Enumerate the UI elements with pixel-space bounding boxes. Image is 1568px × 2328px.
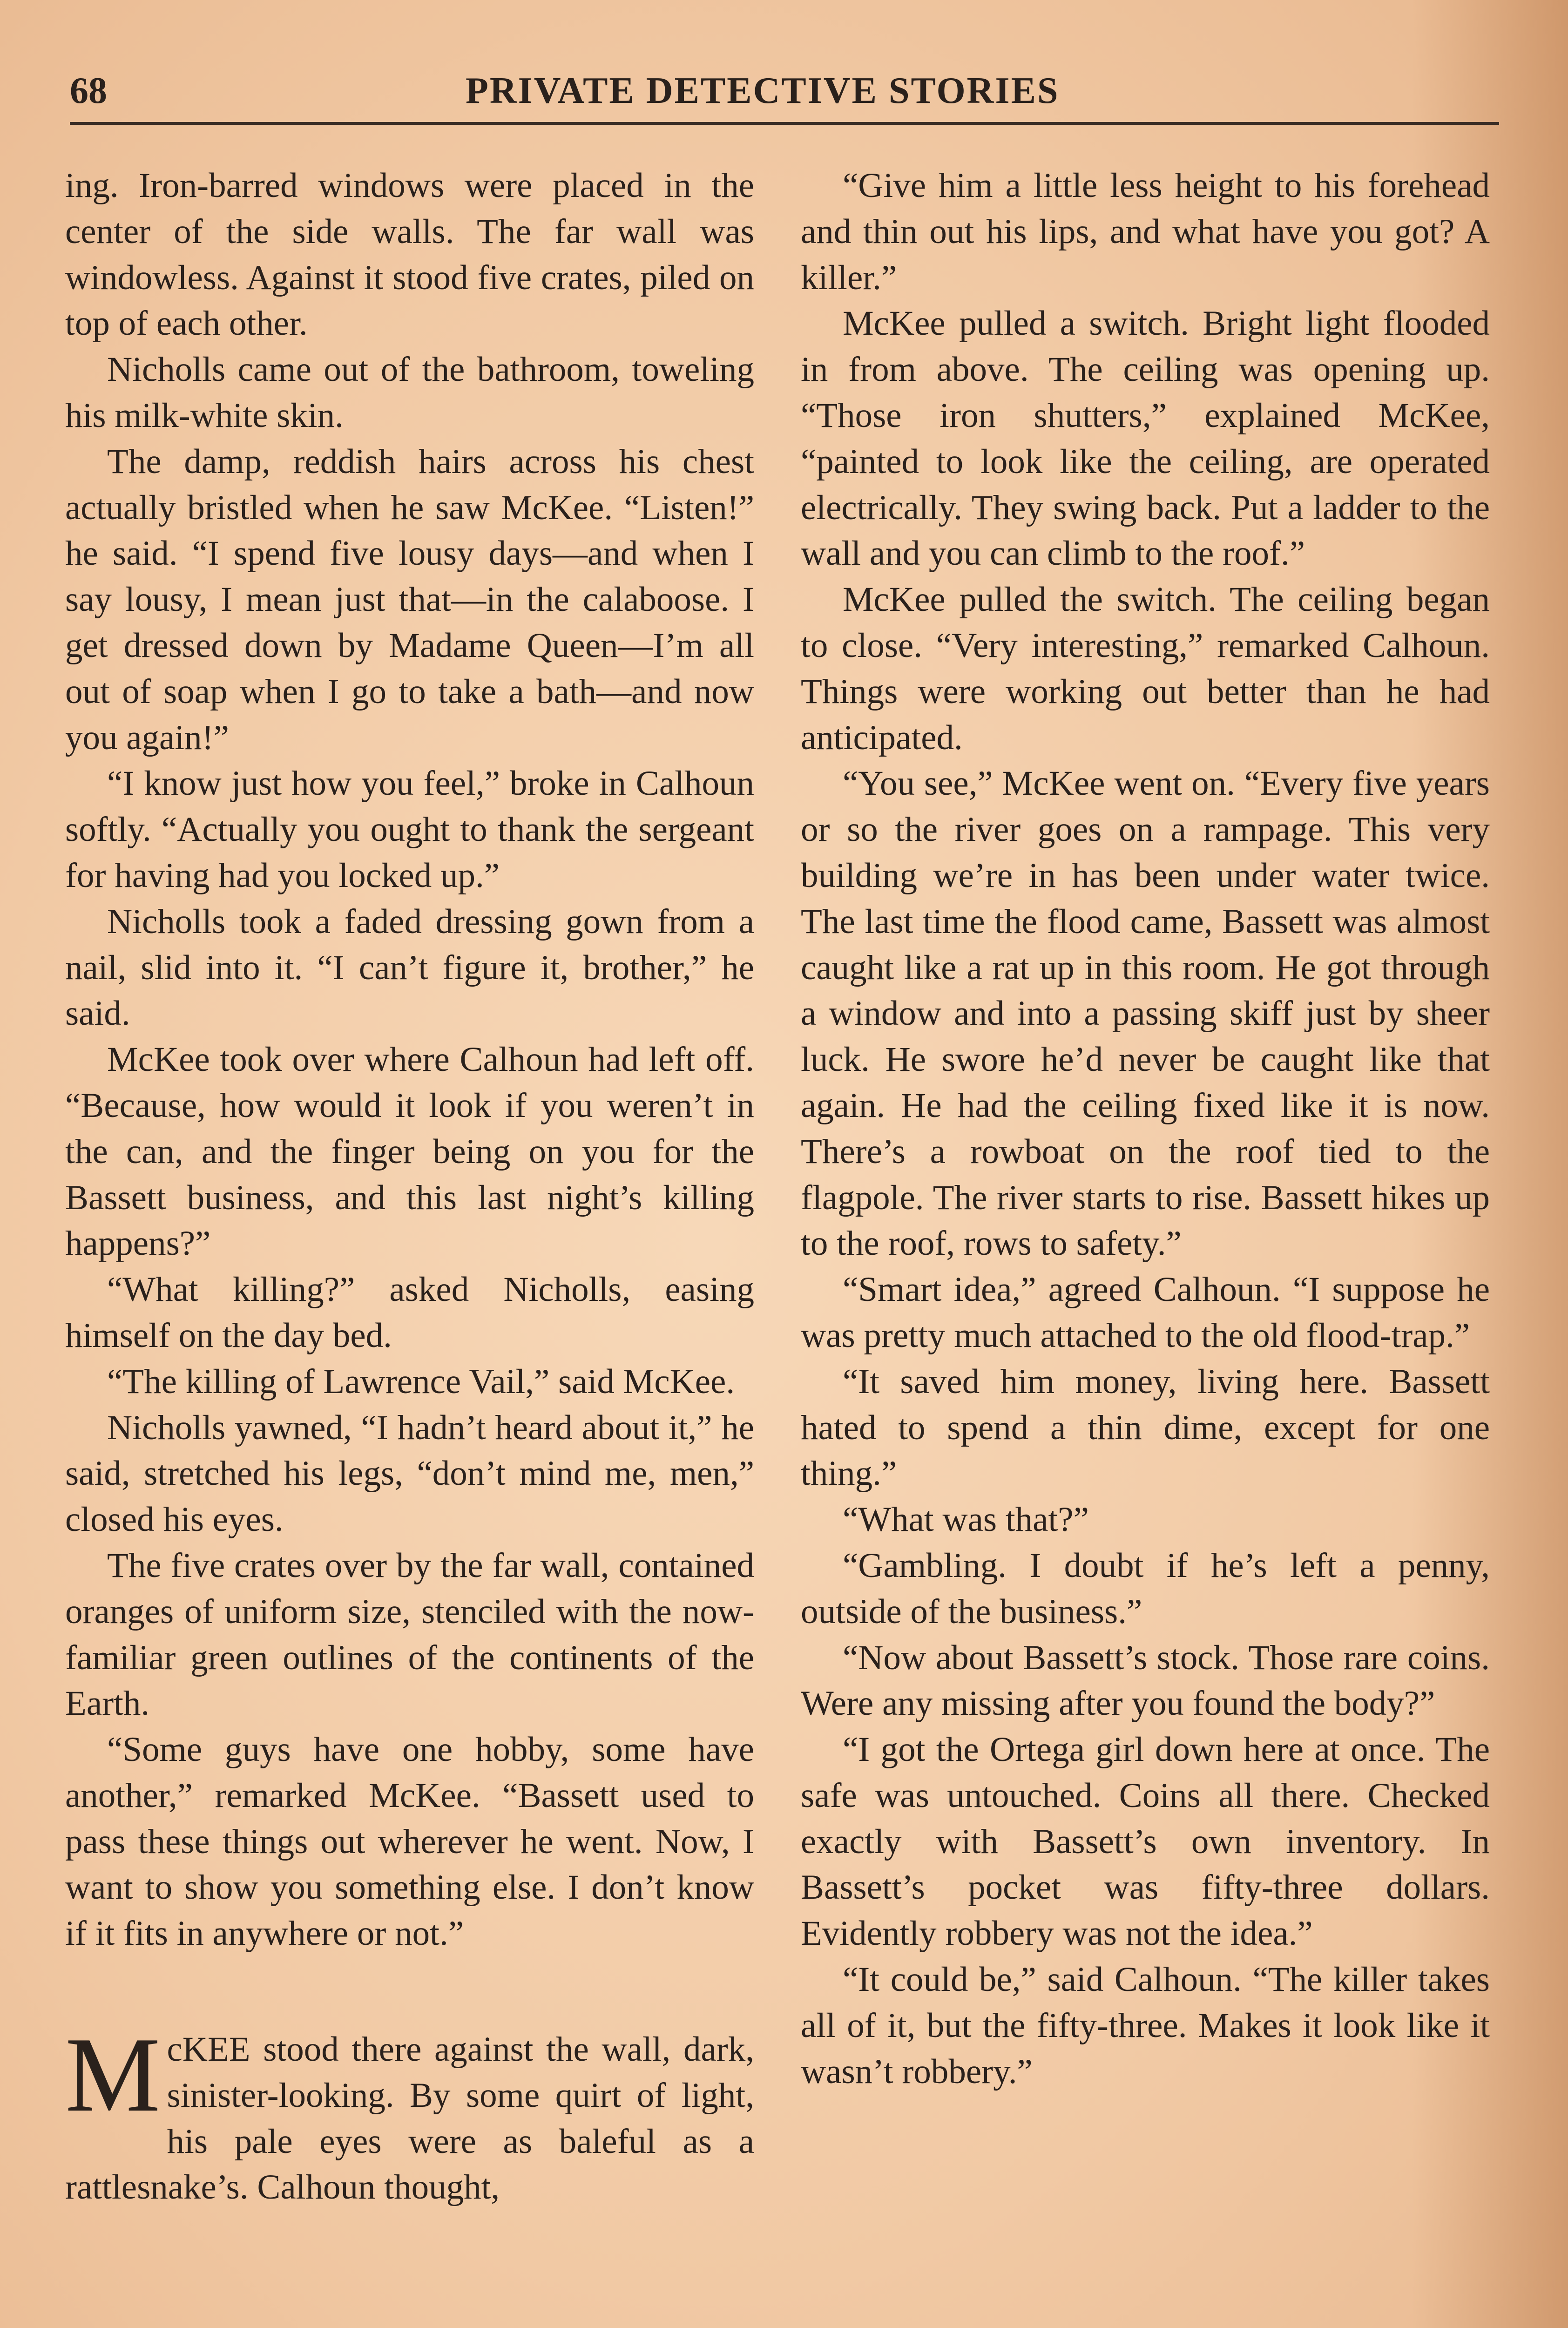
section-opening-text: cKEE stood there against the wall, dark, sinister-looking. By some quirt of light, his pale eyes were as baleful as a rattlesnake’s. Calhoun thought,	[65, 2030, 754, 2207]
paragraph: “What killing?” asked Nicholls, easing himself on the day bed.	[65, 1270, 754, 1355]
section-opening-paragraph	[65, 2015, 754, 2211]
paragraph: “You see,” McKee went on. “Every five years or so the river goes on a rampage. This very building we’re in has been under water twice. The last time the flood came, Bassett was almost caught like a rat up in this room. He got through a window and into a passing skiff just by sheer luck. He swore he’d never be caught like that again. He had the ceiling fixed like it is now. There’s a rowboat on the roof tied to the flagpole. The river starts to rise. Bassett hikes up to the roof, rows to safety.”	[801, 764, 1490, 1263]
paragraph: McKee pulled a switch. Bright light flooded in from above. The ceiling was opening up. “Those iron shutters,” explained McKee, “painted to look like the ceiling, are operated electrically. They swing back. Put a ladder to the wall and you can climb to the roof.”	[801, 304, 1490, 573]
page-number: 68	[70, 70, 107, 111]
paragraph: “It could be,” said Calhoun. “The killer takes all of it, but the fifty-three. Makes it look like it wasn’t robbery.”	[801, 1960, 1490, 2091]
paragraph: “Gambling. I doubt if he’s left a penny, outside of the business.”	[801, 1546, 1490, 1631]
right-column	[801, 163, 1490, 2095]
paragraph: Nicholls took a faded dressing gown from a nail, slid into it. “I can’t figure it, brother,” he said.	[65, 902, 754, 1033]
section-break	[65, 1957, 754, 2013]
header-rule	[70, 122, 1499, 125]
paragraph: “It saved him money, living here. Bassett hated to spend a thin dime, except for one thing.”	[801, 1362, 1490, 1493]
paragraph: “What was that?”	[843, 1500, 1089, 1539]
paragraph: McKee took over where Calhoun had left off. “Because, how would it look if you weren’t in the can, and the finger being on you for the Bassett business, and this last night’s killing happens?”	[65, 1040, 754, 1263]
paragraph: McKee pulled the switch. The ceiling began to close. “Very interesting,” remarked Calhoun. Things were working out better than he had anticipated.	[801, 580, 1490, 757]
paragraph: “I know just how you feel,” broke in Calhoun softly. “Actually you ought to thank the sergeant for having had you locked up.”	[65, 764, 754, 895]
paragraph: The damp, reddish hairs across his chest actually bristled when he saw McKee. “Listen!” he said. “I spend five lousy days—and when I say lousy, I mean just that—in the calaboose. I get dressed down by Madame Queen—I’m all out of soap when I go to take a bath—and now you again!”	[65, 442, 754, 757]
paragraph: ing. Iron-barred windows were placed in the center of the side walls. The far wall was windowless. Against it stood five crates, piled on top of each other.	[65, 166, 754, 343]
paragraph: “I got the Ortega girl down here at once. The safe was untouched. Coins all there. Checked exactly with Bassett’s own inventory. In Bassett’s pocket was fifty-three dollars. Evidently robbery was not the idea.”	[801, 1730, 1490, 1953]
paragraph: The five crates over by the far wall, contained oranges of uniform size, stenciled with the now-familiar green outlines of the continents of the Earth.	[65, 1546, 754, 1723]
paragraph: “Now about Bassett’s stock. Those rare coins. Were any missing after you found the body?”	[801, 1638, 1490, 1723]
paragraph: “Smart idea,” agreed Calhoun. “I suppose he was pretty much attached to the old flood-trap.”	[801, 1270, 1490, 1355]
paragraph: Nicholls came out of the bathroom, toweling his milk-white skin.	[65, 350, 754, 435]
drop-cap: M	[65, 2015, 161, 2134]
page-header	[70, 61, 1540, 126]
paragraph: “The killing of Lawrence Vail,” said McKee.	[107, 1362, 735, 1401]
paragraph: “Some guys have one hobby, some have another,” remarked McKee. “Bassett used to pass these things out wherever he went. Now, I want to show you something else. I don’t know if it fits in anywhere or not.”	[65, 1730, 754, 1953]
paragraph: “Give him a little less height to his forehead and thin out his lips, and what have you got? A killer.”	[801, 166, 1490, 297]
running-title: PRIVATE DETECTIVE STORIES	[466, 70, 1060, 111]
paragraph: Nicholls yawned, “I hadn’t heard about it,” he said, stretched his legs, “don’t mind me, men,” closed his eyes.	[65, 1408, 754, 1539]
left-column	[65, 163, 754, 2211]
